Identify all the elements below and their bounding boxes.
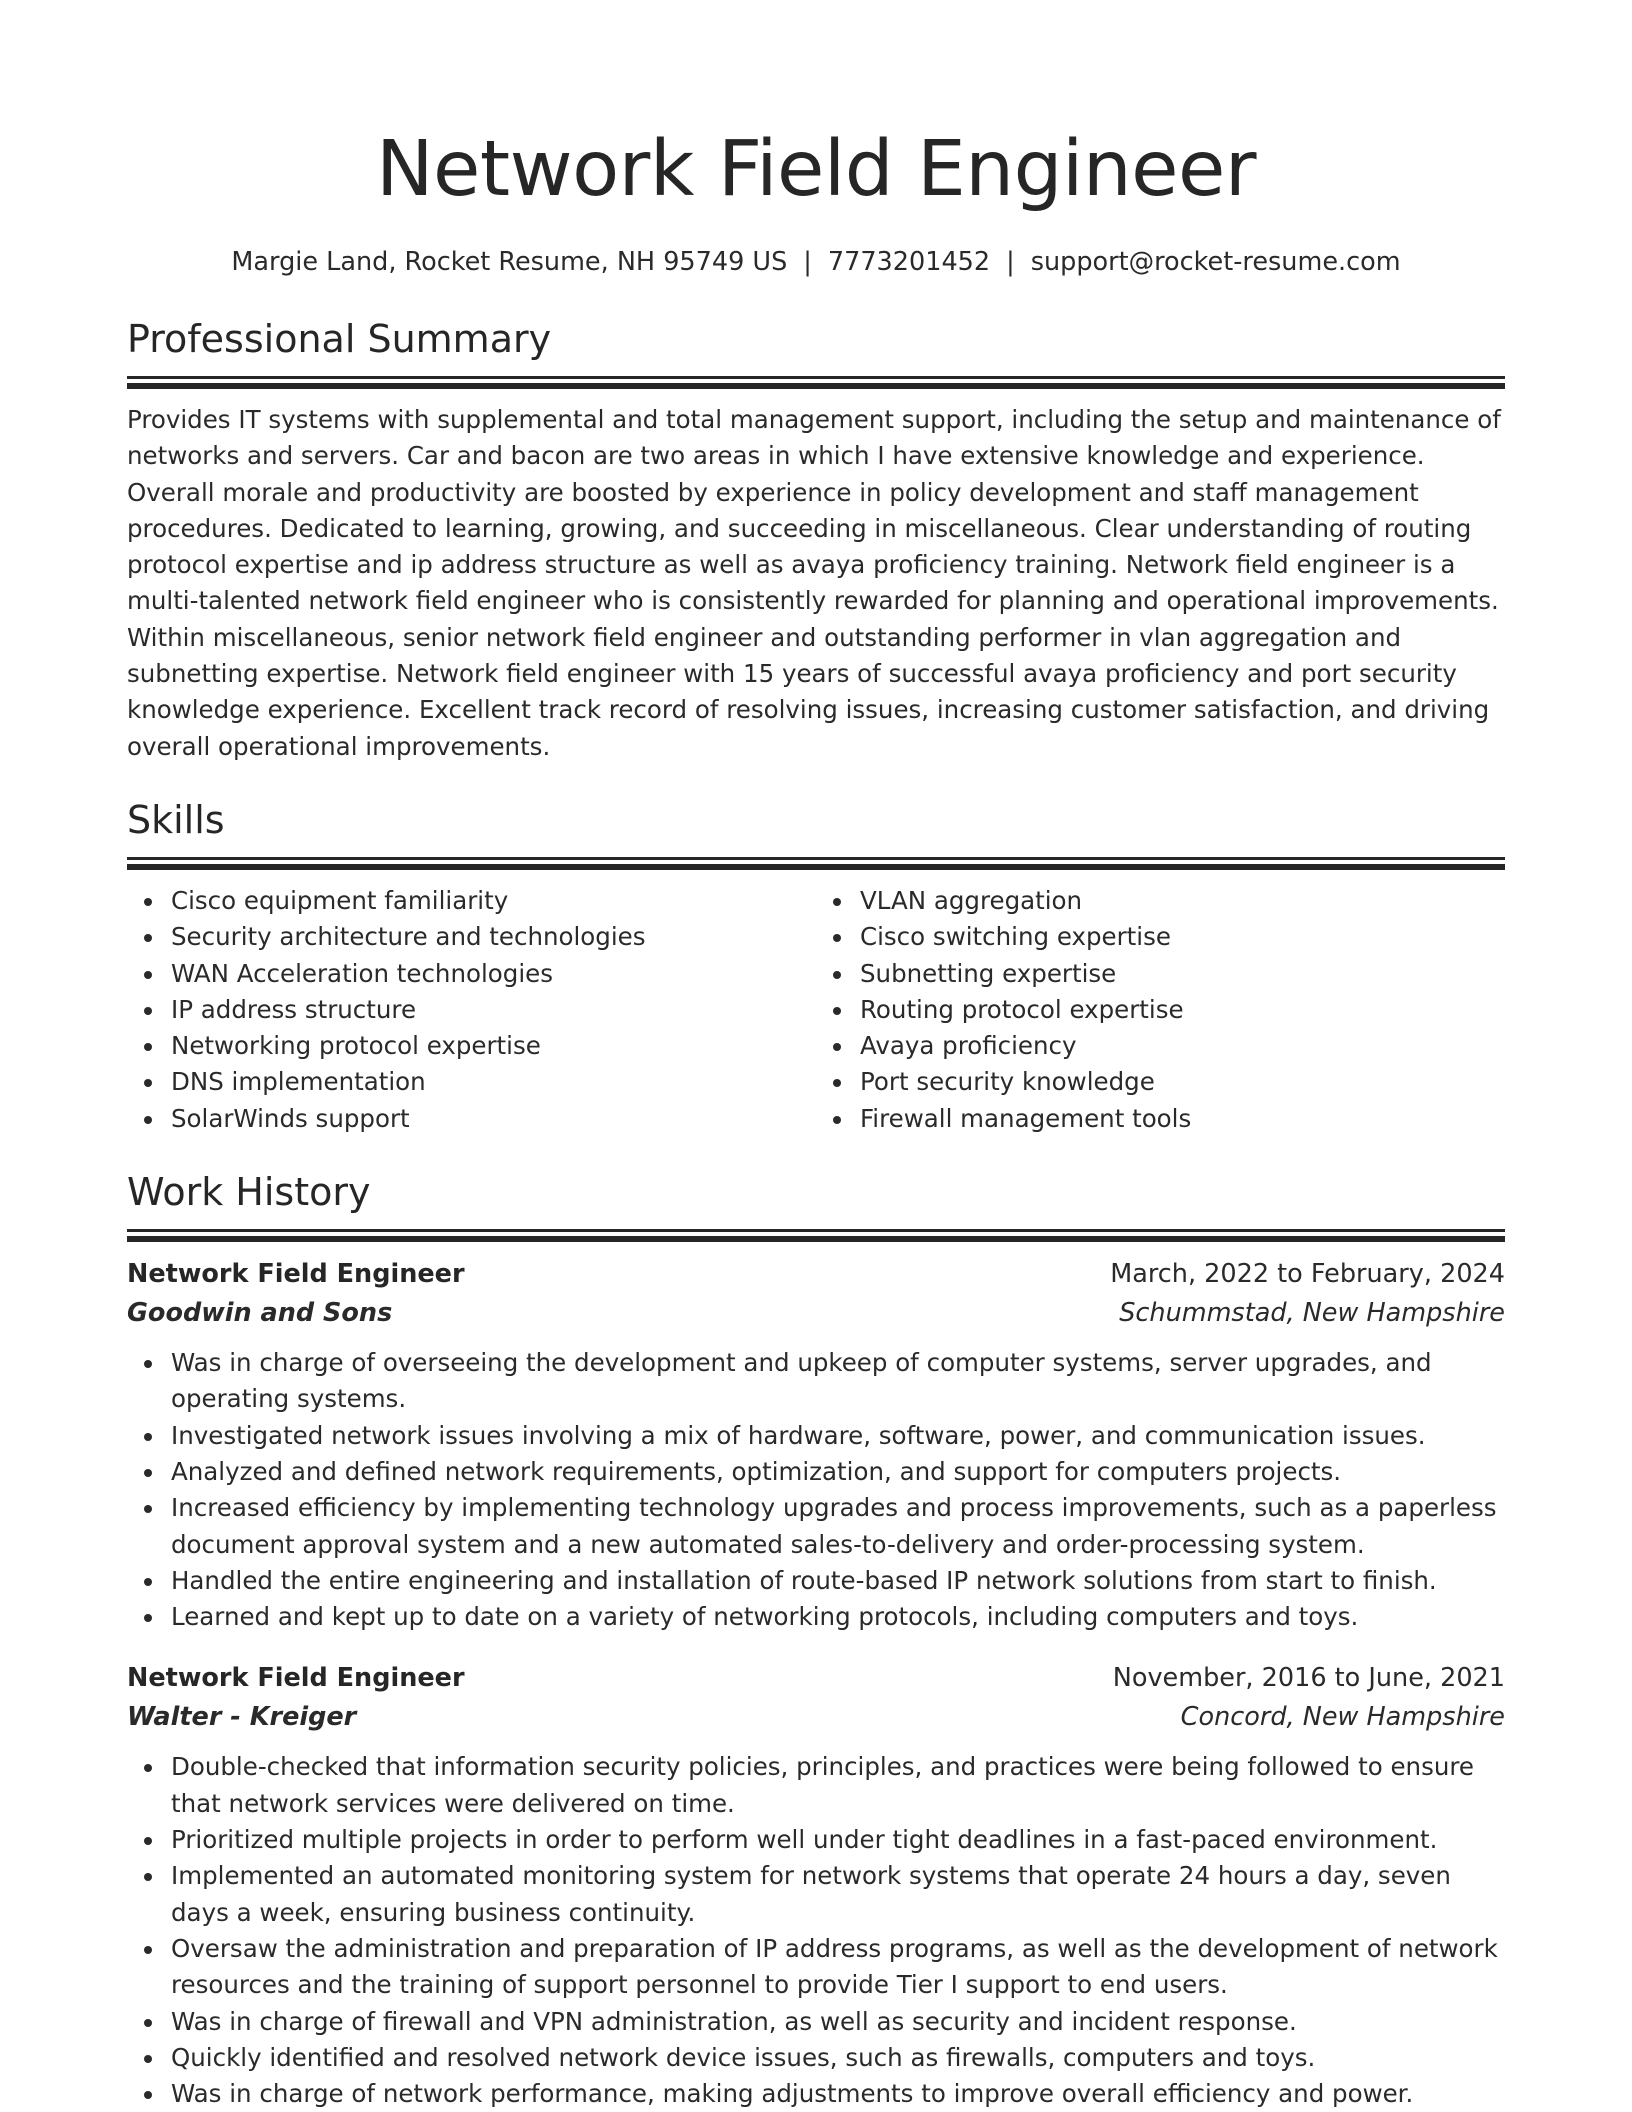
skill-item: Routing protocol expertise <box>860 992 1505 1028</box>
skill-item: VLAN aggregation <box>860 883 1505 919</box>
work-history-section <box>127 1167 1505 2112</box>
contact-separator: | <box>803 247 812 277</box>
job-duty: Analyzed and defined network requirements, optimization, and support for computers projects. <box>171 1454 1505 1490</box>
skill-item: Port security knowledge <box>860 1064 1505 1100</box>
contact-address: Margie Land, Rocket Resume, NH 95749 US <box>231 247 788 277</box>
job-duty: Quickly identified and resolved network device issues, such as firewalls, computers and toys. <box>171 2040 1505 2076</box>
skill-item: Cisco equipment familiarity <box>171 883 816 919</box>
job-duty: Was in charge of overseeing the development and upkeep of computer systems, server upgrades, and operating systems. <box>171 1345 1505 1418</box>
job-company: Goodwin and Sons <box>127 1298 393 1329</box>
skill-item: Security architecture and technologies <box>171 919 816 955</box>
job-company: Walter - Kreiger <box>127 1702 357 1733</box>
skill-item: WAN Acceleration technologies <box>171 956 816 992</box>
job-duties <box>127 1345 1505 1635</box>
job-duty: Prioritized multiple projects in order to perform well under tight deadlines in a fast-paced environment. <box>171 1822 1505 1858</box>
section-divider <box>127 857 1505 860</box>
job-duty: Was in charge of firewall and VPN administration, as well as security and incident response. <box>171 2004 1505 2040</box>
job-duty: Implemented an automated monitoring system for network systems that operate 24 hours a day, seven days a week, ensuring business continuity. <box>171 1858 1505 1931</box>
job-duties <box>127 1749 1505 2112</box>
skills-heading: Skills <box>127 797 225 842</box>
summary-heading: Professional Summary <box>127 317 552 361</box>
summary-section <box>127 314 1505 765</box>
skills-column-left <box>127 883 816 1137</box>
skill-item: IP address structure <box>171 992 816 1028</box>
contact-email: support@rocket-resume.com <box>1030 247 1401 277</box>
job-dates: November, 2016 to June, 2021 <box>1112 1663 1505 1694</box>
job-duty: Was in charge of network performance, making adjustments to improve overall efficiency and power. <box>171 2076 1505 2112</box>
contact-phone: 7773201452 <box>827 247 991 277</box>
work-history-heading: Work History <box>127 1170 371 1215</box>
skills-column-right <box>816 883 1505 1137</box>
job-location: Schummstad, New Hampshire <box>1119 1298 1505 1329</box>
skill-item: Firewall management tools <box>860 1101 1505 1137</box>
skill-item: Avaya proficiency <box>860 1028 1505 1064</box>
job-duty: Increased efficiency by implementing technology upgrades and process improvements, such as a paperless document approval system and a new automated sales-to-delivery and order-processing system. <box>171 1490 1505 1563</box>
skill-item: DNS implementation <box>171 1064 816 1100</box>
job-dates: March, 2022 to February, 2024 <box>1110 1259 1505 1290</box>
resume-title: Network Field Engineer <box>375 125 1257 214</box>
skill-item: Cisco switching expertise <box>860 919 1505 955</box>
skills-section <box>127 795 1505 1137</box>
section-divider <box>127 1229 1505 1232</box>
contact-separator: | <box>1006 247 1015 277</box>
job-duty: Double-checked that information security policies, principles, and practices were being followed to ensure that network services were delivered on time. <box>171 1749 1505 1822</box>
job-location: Concord, New Hampshire <box>1180 1702 1505 1733</box>
skill-item: Networking protocol expertise <box>171 1028 816 1064</box>
summary-text: Provides IT systems with supplemental and total management support, including the setup and maintenance of networks and servers. Car and bacon are two areas in which I have extensive knowledge and experience. Overall morale and productivity are boosted by experience in policy development and staff management procedures. Dedicated to learning, growing, and succeeding in miscellaneous. Clear understanding of routing protocol expertise and ip address structure as well as avaya proficiency training. Network field engineer is a multi-talented network field engineer who is consistently rewarded for planning and operational improvements. Within miscellaneous, senior network field engineer and outstanding performer in vlan aggregation and subnetting expertise. Network field engineer with 15 years of successful avaya proficiency and port security knowledge experience. Excellent track record of resolving issues, increasing customer satisfaction, and driving overall operational improvements. <box>127 405 1501 761</box>
job-title: Network Field Engineer <box>127 1259 465 1290</box>
skill-item: Subnetting expertise <box>860 956 1505 992</box>
section-divider <box>127 376 1505 379</box>
job-duty: Oversaw the administration and preparation of IP address programs, as well as the development of network resources and the training of support personnel to provide Tier I support to end users. <box>171 1931 1505 2004</box>
job-entry <box>127 1255 1505 1635</box>
job-duty: Investigated network issues involving a mix of hardware, software, power, and communication issues. <box>171 1418 1505 1454</box>
skills-list <box>127 883 1505 1137</box>
job-entry <box>127 1659 1505 2112</box>
job-duty: Handled the entire engineering and installation of route-based IP network solutions from start to finish. <box>171 1563 1505 1599</box>
job-duty: Learned and kept up to date on a variety of networking protocols, including computers and toys. <box>171 1599 1505 1635</box>
contact-line <box>127 244 1505 280</box>
skill-item: SolarWinds support <box>171 1101 816 1137</box>
job-title: Network Field Engineer <box>127 1663 465 1694</box>
